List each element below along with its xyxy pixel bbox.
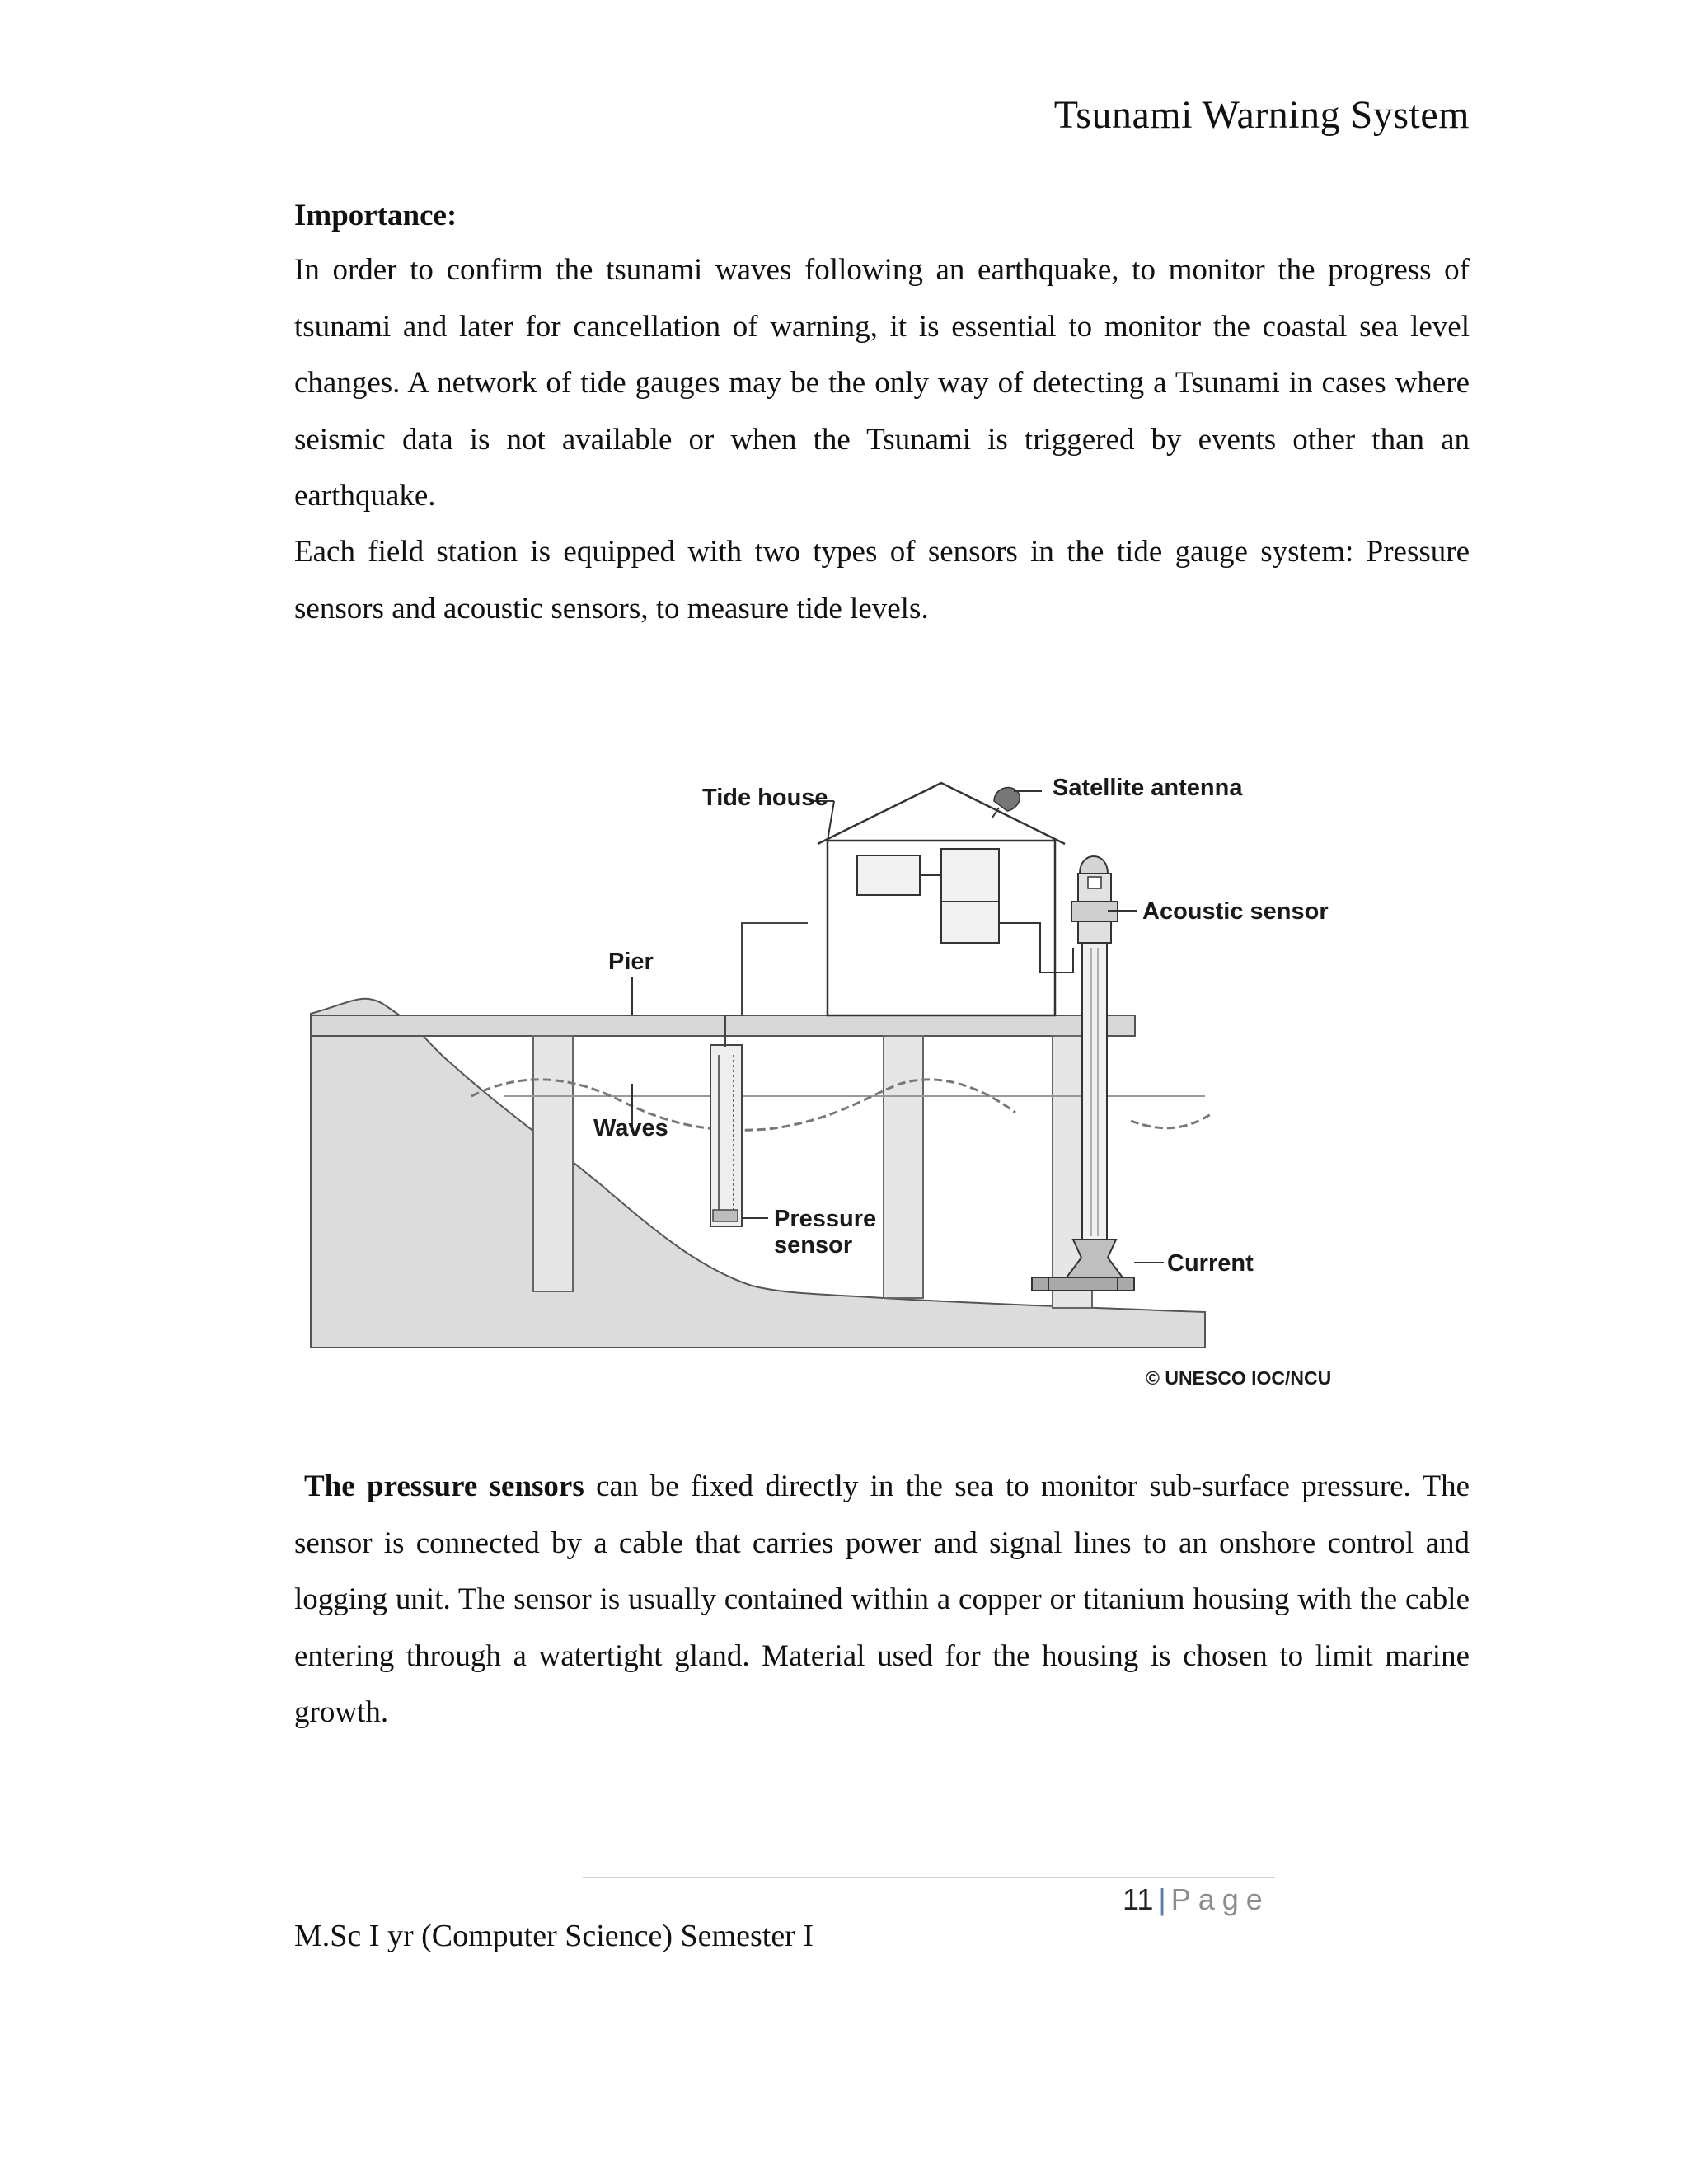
current-sensor-base — [1032, 1277, 1134, 1291]
page-number-value: 11 — [1123, 1882, 1154, 1916]
section-heading: Importance: — [294, 199, 457, 232]
importance-paragraph: In order to confirm the tsunami waves following an earthquake, to monitor the progress of tsunami and later for cancellation of warning, it is essential to monitor the coastal sea level changes. A network of tide gauges may be the only way of detecting a Tsunami in cases where seismic data is not available or when the Tsunami is triggered by events other than an earthquake. — [294, 253, 1470, 513]
label-satellite-antenna: Satellite antenna — [1053, 775, 1243, 801]
label-pressure-sensor-line1: Pressure — [774, 1206, 877, 1232]
label-waves: Waves — [593, 1115, 668, 1141]
figure-credit: © UNESCO IOC/NCU — [1146, 1367, 1332, 1389]
acoustic-sensor-dome — [1080, 856, 1108, 874]
running-header-title: Tsunami Warning System — [1053, 93, 1470, 137]
acoustic-sensor-tube — [1082, 943, 1107, 1240]
pressure-sensors-lead: The pressure sensors — [304, 1469, 584, 1503]
sensor-types-paragraph: Each field station is equipped with two types of sensors in the tide gauge system: Pressure sensors and acoustic sensors, to measure tide levels. — [294, 535, 1470, 626]
label-pier: Pier — [608, 949, 654, 975]
footer-course: M.Sc I yr (Computer Science) Semester I — [294, 1919, 814, 1953]
page-number — [1123, 1882, 1270, 1917]
pressure-sensor-well — [710, 1045, 742, 1226]
pier-deck — [311, 1015, 1135, 1036]
footer-divider — [583, 1877, 1275, 1878]
pressure-sensors-paragraph — [294, 1459, 1470, 1741]
page-number-separator: | — [1158, 1882, 1166, 1916]
pressure-sensors-body: can be fixed directly in the sea to monitor sub-surface pressure. The sensor is connected by a cable that carries power and signal lines to an onshore control and logging unit. The sensor is usually contained within a copper or titanium housing with the cable entering through a watertight gland. Material used for the housing is chosen to limit marine growth. — [294, 1469, 1470, 1729]
tide-house-roof — [818, 783, 1065, 844]
label-tide-house: Tide house — [702, 785, 828, 811]
tide-gauge-diagram — [307, 758, 1362, 1418]
pier-pillar — [533, 1036, 573, 1291]
page-word: Page — [1170, 1882, 1270, 1916]
pier-pillar — [884, 1036, 923, 1298]
label-acoustic-sensor: Acoustic sensor — [1142, 898, 1329, 925]
label-pressure-sensor-line2: sensor — [774, 1232, 853, 1258]
label-current: Current — [1167, 1250, 1254, 1277]
